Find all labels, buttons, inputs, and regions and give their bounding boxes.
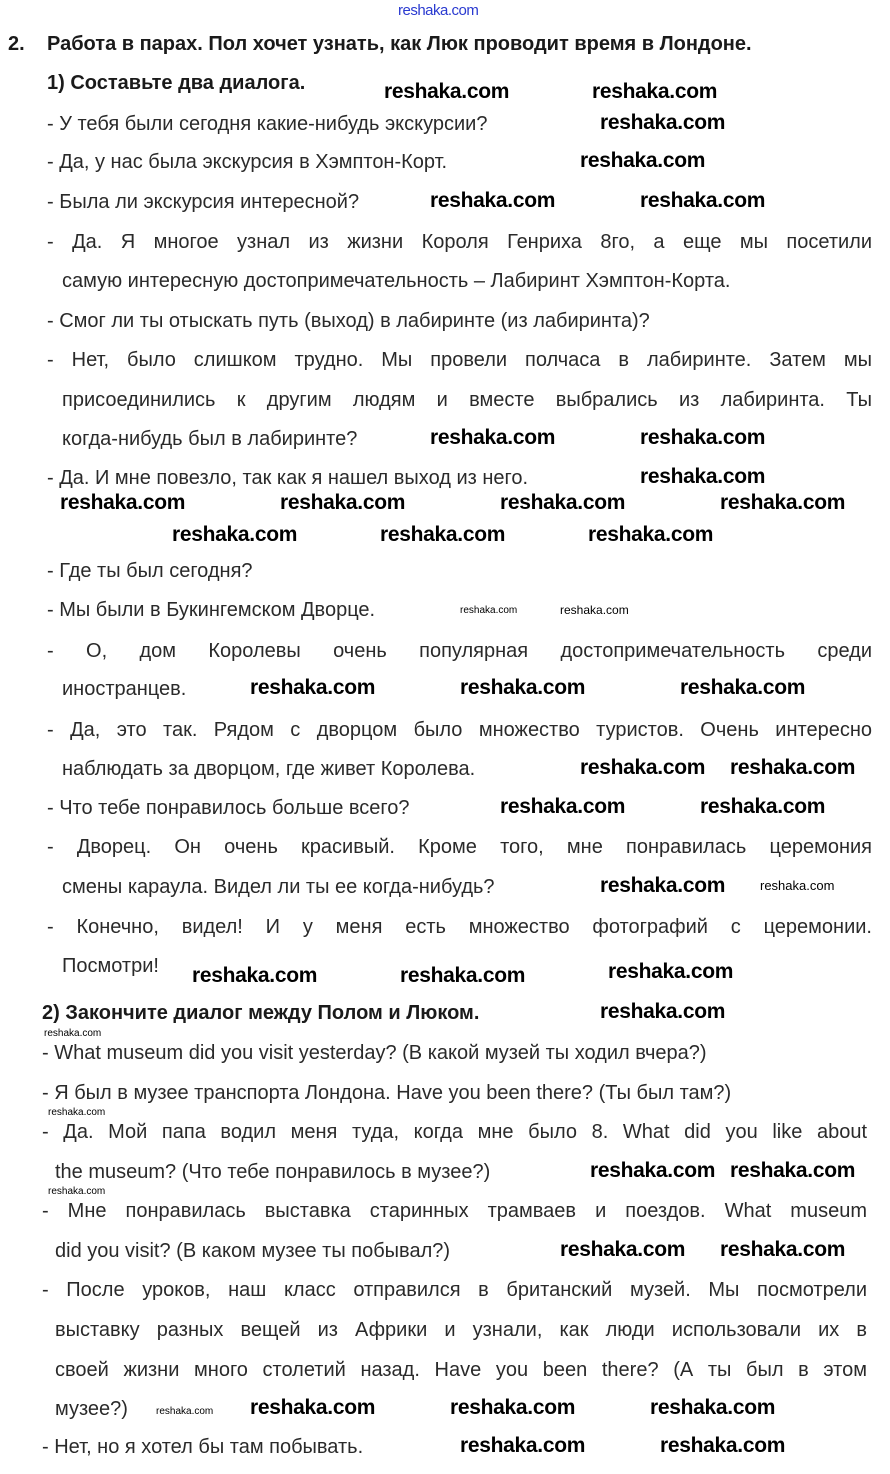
watermark: reshaka.com bbox=[384, 80, 510, 103]
dialog-line: - У тебя были сегодня какие-нибудь экскурсии? bbox=[47, 113, 488, 135]
task-number: 2. bbox=[8, 33, 25, 55]
dialog-line: - Да. Я многое узнал из жизни Короля Генриха 8го, а еще мы посетили bbox=[47, 231, 872, 253]
watermark: reshaka.com bbox=[588, 523, 714, 546]
dialog-line: - Мы были в Букингемском Дворце. bbox=[47, 599, 376, 621]
watermark: reshaka.com bbox=[172, 523, 298, 546]
dialog-line: - Да, у нас была экскурсия в Хэмптон-Корт. bbox=[47, 151, 448, 173]
watermark: reshaka.com bbox=[44, 1028, 102, 1039]
watermark: reshaka.com bbox=[460, 1434, 586, 1457]
watermark: reshaka.com bbox=[600, 111, 726, 134]
watermark: reshaka.com bbox=[650, 1396, 776, 1419]
dialog-line: - После уроков, наш класс отправился в британский музей. Мы посмотрели bbox=[42, 1279, 867, 1301]
dialog-line: музее?) bbox=[55, 1398, 128, 1420]
part2-heading: 2) Закончите диалог между Полом и Люком. bbox=[42, 1002, 480, 1024]
dialog-line: - О, дом Королевы очень популярная достопримечательность среди bbox=[47, 640, 872, 662]
dialog-line: the museum? (Что тебе понравилось в музее?) bbox=[55, 1161, 491, 1183]
dialog-line: выставку разных вещей из Африки и узнали, как люди использовали их в bbox=[55, 1319, 867, 1341]
watermark: reshaka.com bbox=[450, 1396, 576, 1419]
watermark: reshaka.com bbox=[250, 676, 376, 699]
watermark: reshaka.com bbox=[600, 1000, 726, 1023]
dialog-line: Посмотри! bbox=[62, 955, 159, 977]
dialog-line: - Конечно, видел! И у меня есть множество фотографий с церемонии. bbox=[47, 916, 872, 938]
watermark: reshaka.com bbox=[500, 491, 626, 514]
dialog-line: когда-нибудь был в лабиринте? bbox=[62, 428, 358, 450]
watermark: reshaka.com bbox=[730, 1159, 856, 1182]
watermark: reshaka.com bbox=[430, 426, 556, 449]
dialog-line: - Нет, было слишком трудно. Мы провели полчаса в лабиринте. Затем мы bbox=[47, 349, 872, 371]
dialog-line: - Нет, но я хотел бы там побывать. bbox=[42, 1436, 364, 1458]
dialog-line: - Была ли экскурсия интересной? bbox=[47, 191, 360, 213]
dialog-line: - Что тебе понравилось больше всего? bbox=[47, 797, 410, 819]
watermark: reshaka.com bbox=[720, 491, 846, 514]
watermark: reshaka.com bbox=[500, 795, 626, 818]
dialog-line: иностранцев. bbox=[62, 678, 187, 700]
watermark: reshaka.com bbox=[250, 1396, 376, 1419]
watermark: reshaka.com bbox=[640, 426, 766, 449]
watermark: reshaka.com bbox=[660, 1434, 786, 1457]
watermark: reshaka.com bbox=[640, 465, 766, 488]
dialog-line: - Да. И мне повезло, так как я нашел выход из него. bbox=[47, 467, 529, 489]
dialog-line: присоединились к другим людям и вместе выбрались из лабиринта. Ты bbox=[62, 389, 872, 411]
watermark: reshaka.com bbox=[400, 964, 526, 987]
task-title: Работа в парах. Пол хочет узнать, как Люк проводит время в Лондоне. bbox=[47, 33, 752, 55]
watermark: reshaka.com bbox=[592, 80, 718, 103]
dialog-line: - Да, это так. Рядом с дворцом было множество туристов. Очень интересно bbox=[47, 719, 872, 741]
dialog-line: - Да. Мой папа водил меня туда, когда мне было 8. What did you like about bbox=[42, 1121, 867, 1143]
watermark: reshaka.com bbox=[460, 676, 586, 699]
watermark: reshaka.com bbox=[560, 603, 629, 617]
watermark: reshaka.com bbox=[580, 756, 706, 779]
watermark: reshaka.com bbox=[48, 1107, 106, 1118]
watermark: reshaka.com bbox=[560, 1238, 686, 1261]
watermark: reshaka.com bbox=[720, 1238, 846, 1261]
part1-heading: 1) Составьте два диалога. bbox=[47, 72, 306, 94]
watermark: reshaka.com bbox=[608, 960, 734, 983]
dialog-line: наблюдать за дворцом, где живет Королева. bbox=[62, 758, 476, 780]
watermark: reshaka.com bbox=[430, 189, 556, 212]
watermark: reshaka.com bbox=[60, 491, 186, 514]
watermark: reshaka.com bbox=[600, 874, 726, 897]
watermark: reshaka.com bbox=[590, 1159, 716, 1182]
watermark: reshaka.com bbox=[730, 756, 856, 779]
watermark: reshaka.com bbox=[700, 795, 826, 818]
dialog-line: своей жизни много столетий назад. Have you been there? (А ты был в этом bbox=[55, 1359, 867, 1381]
dialog-line: самую интересную достопримечательность – Лабиринт Хэмптон-Корта. bbox=[62, 270, 731, 292]
watermark: reshaka.com bbox=[380, 523, 506, 546]
watermark: reshaka.com bbox=[280, 491, 406, 514]
watermark: reshaka.com bbox=[48, 1186, 106, 1197]
watermark: reshaka.com bbox=[460, 605, 518, 616]
dialog-line: - Дворец. Он очень красивый. Кроме того, мне понравилась церемония bbox=[47, 836, 872, 858]
dialog-line: did you visit? (В каком музее ты побывал?) bbox=[55, 1240, 451, 1262]
dialog-line: - Я был в музее транспорта Лондона. Have you been there? (Ты был там?) bbox=[42, 1082, 732, 1104]
dialog-line: - What museum did you visit yesterday? (В какой музей ты ходил вчера?) bbox=[42, 1042, 707, 1064]
watermark: reshaka.com bbox=[156, 1406, 214, 1417]
watermark: reshaka.com bbox=[760, 878, 835, 893]
watermark: reshaka.com bbox=[192, 964, 318, 987]
site-watermark-top: reshaka.com bbox=[398, 2, 479, 19]
watermark: reshaka.com bbox=[680, 676, 806, 699]
dialog-line: - Где ты был сегодня? bbox=[47, 560, 253, 582]
dialog-line: - Смог ли ты отыскать путь (выход) в лабиринте (из лабиринта)? bbox=[47, 310, 650, 332]
watermark: reshaka.com bbox=[640, 189, 766, 212]
watermark: reshaka.com bbox=[580, 149, 706, 172]
dialog-line: смены караула. Видел ли ты ее когда-нибудь? bbox=[62, 876, 495, 898]
dialog-line: - Мне понравилась выставка старинных трамваев и поездов. What museum bbox=[42, 1200, 867, 1222]
